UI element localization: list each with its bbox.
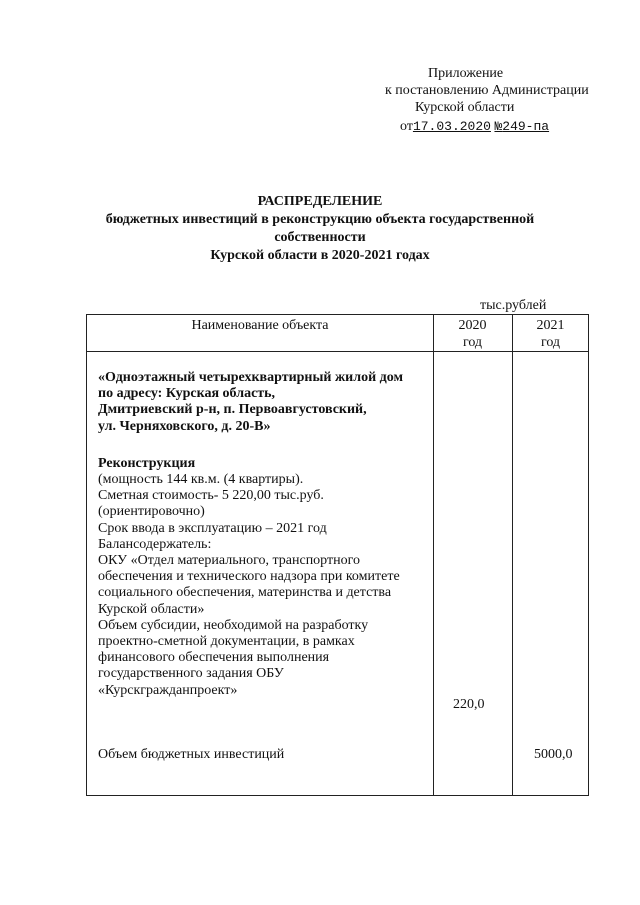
header-row-divider (87, 351, 588, 352)
title-line-1: РАСПРЕДЕЛЕНИЕ (257, 194, 383, 209)
section-title: Реконструкция (98, 456, 196, 471)
column-header-2020 (433, 317, 512, 351)
title-line-4: Курской области в 2020-2021 годах (210, 248, 430, 263)
detail-line: государственного задания ОБУ (98, 666, 284, 682)
column-header-2021 (512, 317, 589, 351)
investment-table (86, 314, 589, 796)
object-name (98, 370, 403, 435)
number-prefix: № (494, 119, 503, 134)
detail-line: (мощность 144 кв.м. (4 квартиры). (98, 472, 304, 487)
column-header-name: Наименование объекта (191, 318, 329, 333)
document-number: 249-па (502, 119, 550, 134)
title-line-3: собственности (274, 230, 366, 245)
detail-line: Сметная стоимость- 5 220,00 тыс.руб. (98, 488, 324, 504)
detail-line: Объем субсидии, необходимой на разработку (98, 617, 369, 633)
detail-line: социального обеспечения, материнства и детства (98, 585, 392, 601)
detail-line: «Курскгражданпроект» (98, 682, 238, 698)
detail-line: финансового обеспечения выполнения (98, 650, 330, 666)
object-name-line: ул. Черняховского, д. 20-В» (98, 418, 271, 434)
object-name-line: по адресу: Курская область, (98, 386, 276, 402)
object-name-line: «Одноэтажный четырехквартирный жилой дом (98, 370, 403, 385)
title-line-2: бюджетных инвестиций в реконструкцию объекта государственной (105, 212, 535, 227)
column-header-2021-label: год (540, 335, 561, 350)
detail-line: обеспечения и технического надзора при комитете (98, 569, 400, 585)
date-prefix: от (400, 119, 413, 134)
header-line-3: Курской области (415, 100, 515, 115)
detail-line: (ориентировочно) (98, 504, 205, 520)
column-header-2020-label: год (462, 335, 483, 350)
column-header-2020-year: 2020 (458, 318, 487, 333)
object-name-line: Дмитриевский р-н, п. Первоавгустовский, (98, 402, 367, 418)
column-divider-2 (512, 315, 513, 795)
units-label: тыс.рублей (480, 298, 547, 313)
detail-line: ОКУ «Отдел материального, транспортного (98, 553, 361, 569)
object-details (98, 472, 400, 699)
column-header-2021-year: 2021 (536, 318, 565, 333)
investment-label: Объем бюджетных инвестиций (98, 747, 285, 762)
header-line-1: Приложение (428, 66, 504, 81)
document-date: 17.03.2020 (412, 119, 491, 134)
column-divider-1 (433, 315, 434, 795)
detail-line: Срок ввода в эксплуатацию – 2021 год (98, 520, 327, 536)
detail-line: Балансодержатель: (98, 536, 212, 552)
header-date-line (400, 118, 549, 135)
header-line-2: к постановлению Администрации (385, 83, 589, 98)
detail-line: Курской области» (98, 601, 205, 617)
detail-line: проектно-сметной документации, в рамках (98, 634, 355, 650)
investment-2021-value: 5000,0 (534, 747, 573, 762)
subsidy-2020-value: 220,0 (453, 697, 485, 712)
